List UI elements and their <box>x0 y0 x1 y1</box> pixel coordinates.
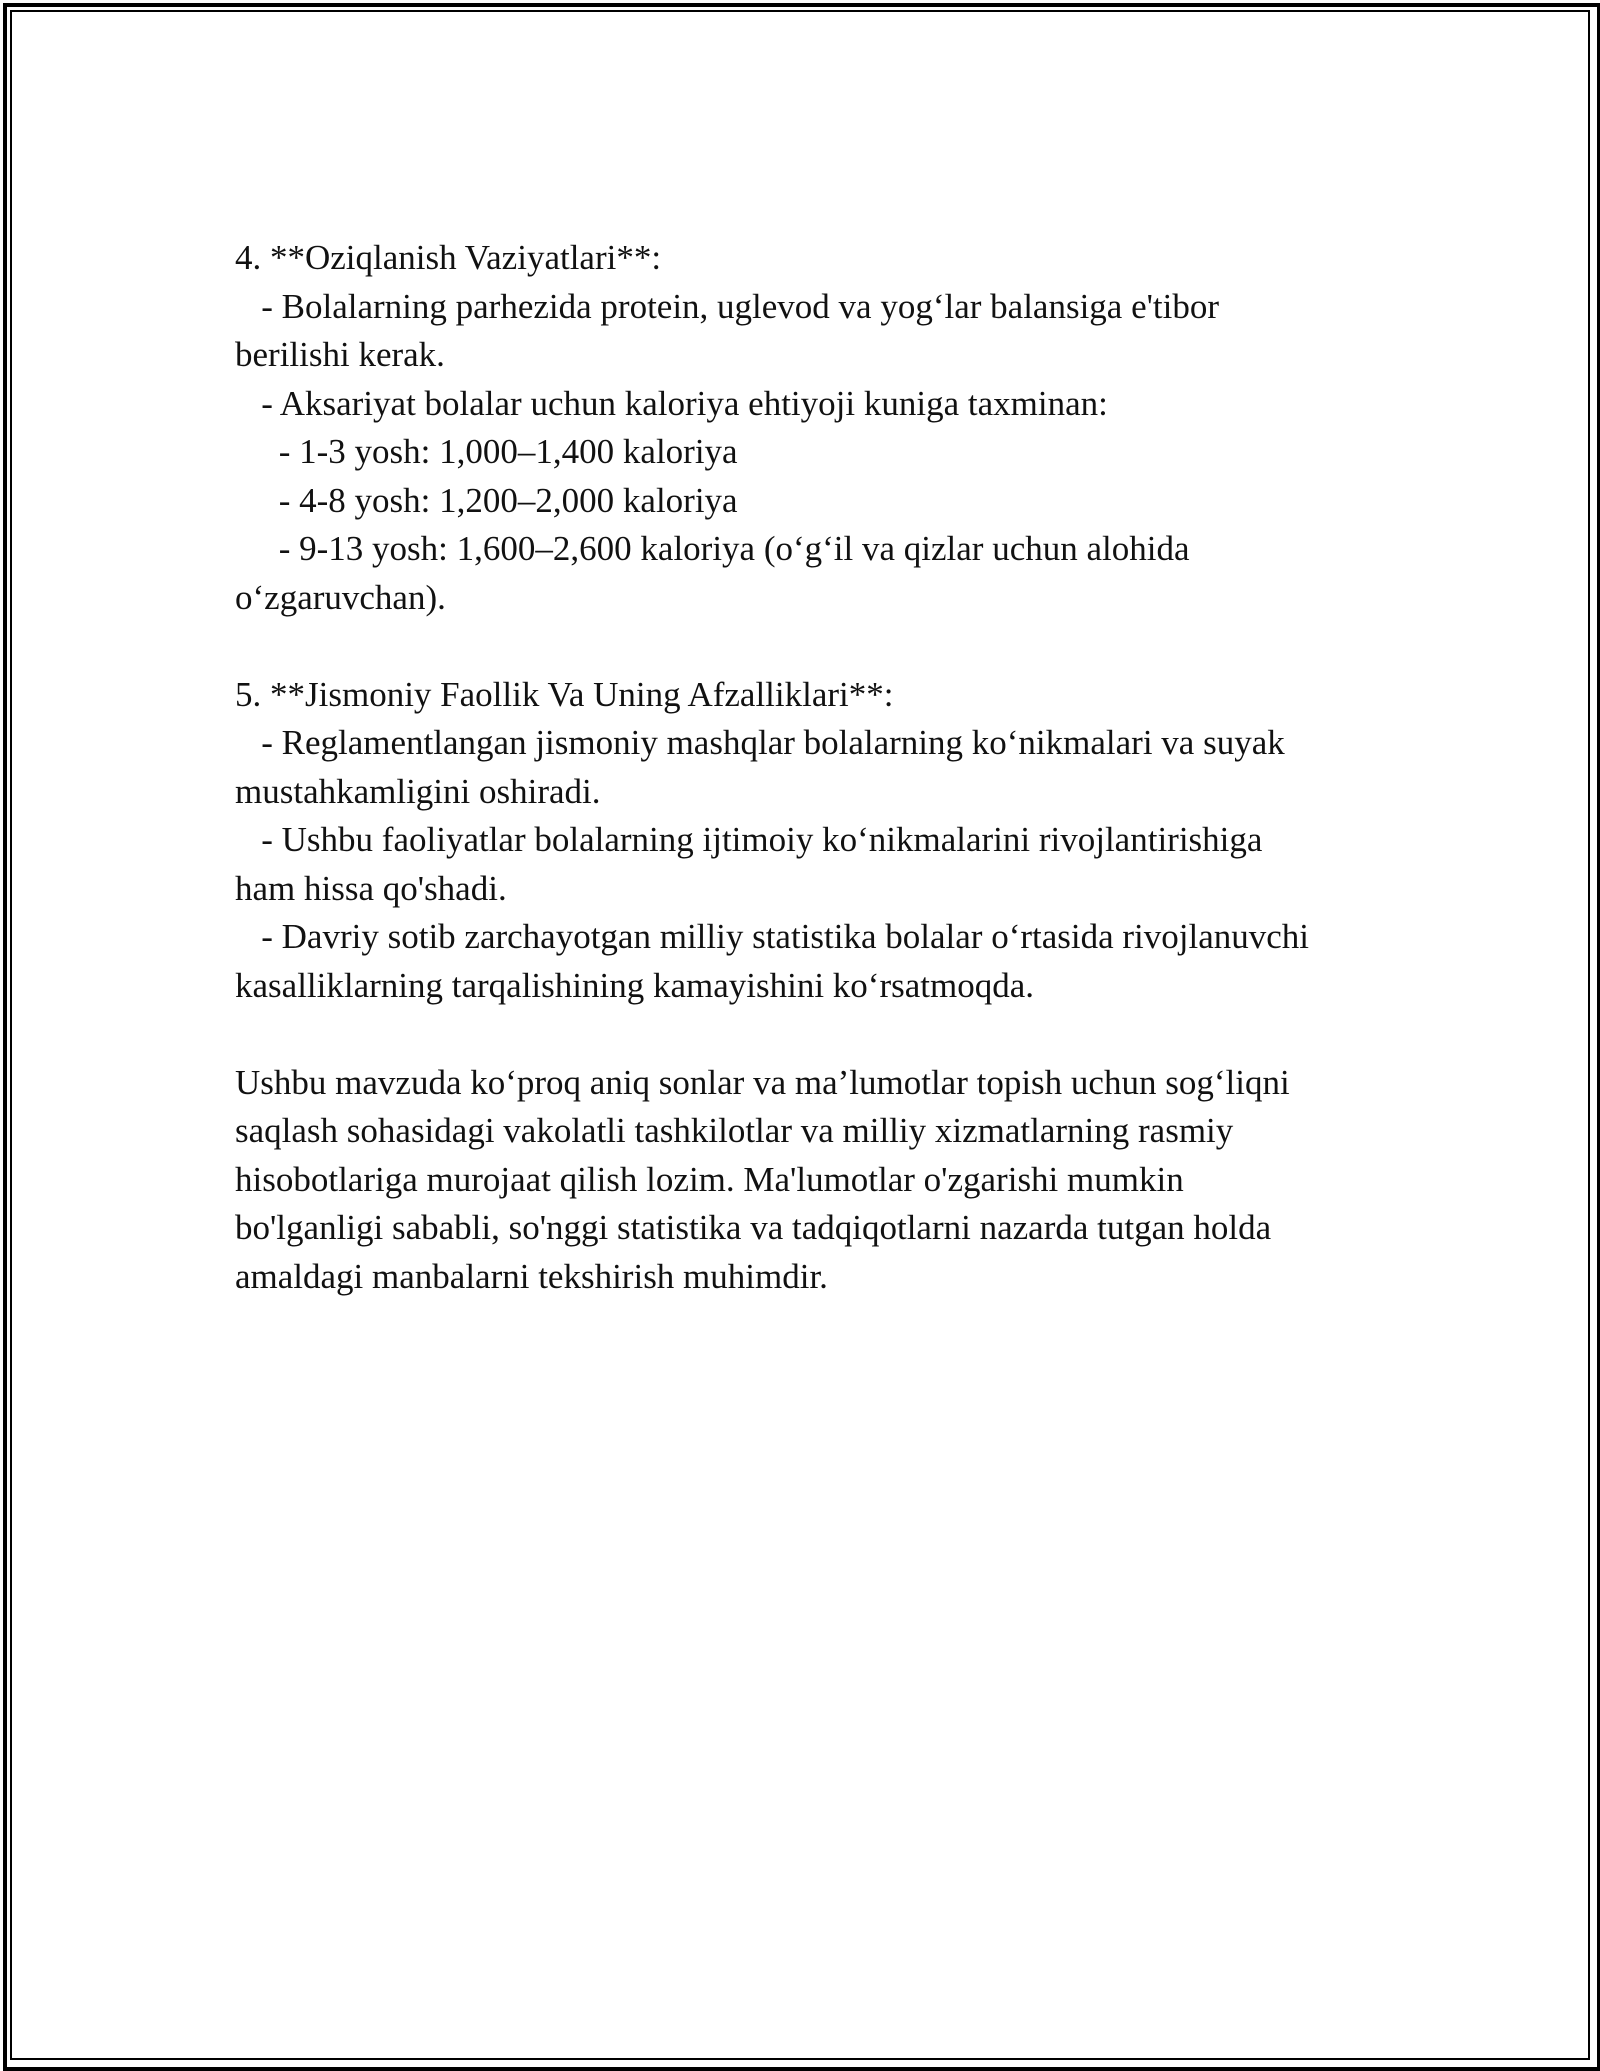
paragraph-line: - Bolalarning parhezida protein, uglevod va yog‘lar balansiga e'tibor <box>235 286 1220 326</box>
paragraph-line: - Davriy sotib zarchayotgan milliy statistika bolalar o‘rtasida rivojlanuvchi <box>235 917 1310 956</box>
paragraph-line: amaldagi manbalarni tekshirish muhimdir. <box>235 1256 828 1296</box>
list-item: - 4-8 yosh: 1,200–2,000 kaloriya <box>235 480 738 520</box>
paragraph-line: mustahkamligini oshiradi. <box>235 771 601 811</box>
closing-paragraph <box>235 1059 1395 1302</box>
paragraph-line: bo'lganligi sababli, so'nggi statistika va tadqiqotlarni nazarda tutgan holda <box>235 1208 1272 1247</box>
paragraph-line: kasalliklarning tarqalishining kamayishini ko‘rsatmoqda. <box>235 965 1035 1005</box>
paragraph-line: berilishi kerak. <box>235 335 445 374</box>
section-physical-activity <box>235 671 1395 1011</box>
section-nutrition <box>235 234 1395 622</box>
document-body <box>235 234 1395 1301</box>
section-heading: 4. **Oziqlanish Vaziyatlari**: <box>235 238 662 277</box>
list-item: - 1-3 yosh: 1,000–1,400 kaloriya <box>235 432 738 471</box>
paragraph-line: - Reglamentlangan jismoniy mashqlar bolalarning ko‘nikmalari va suyak <box>235 723 1285 762</box>
paragraph-line: Ushbu mavzuda ko‘proq aniq sonlar va ma’lumotlar topish uchun sog‘liqni <box>235 1062 1290 1102</box>
paragraph-line: - Aksariyat bolalar uchun kaloriya ehtiyoji kuniga taxminan: <box>235 383 1108 423</box>
paragraph-line: - Ushbu faoliyatlar bolalarning ijtimoiy ko‘nikmalarini rivojlantirishiga <box>235 820 1263 859</box>
paragraph-line: ham hissa qo'shadi. <box>235 868 507 908</box>
paragraph-line: hisobotlariga murojaat qilish lozim. Ma'lumotlar o'zgarishi mumkin <box>235 1159 1184 1199</box>
paragraph-line: saqlash sohasidagi vakolatli tashkilotlar va milliy xizmatlarning rasmiy <box>235 1111 1234 1150</box>
spacer <box>235 622 1395 671</box>
paragraph-line: o‘zgaruvchan). <box>235 577 446 617</box>
section-heading: 5. **Jismoniy Faollik Va Uning Afzalliklari**: <box>235 674 894 714</box>
spacer <box>235 1010 1395 1059</box>
list-item: - 9-13 yosh: 1,600–2,600 kaloriya (o‘g‘il va qizlar uchun alohida <box>235 529 1190 568</box>
